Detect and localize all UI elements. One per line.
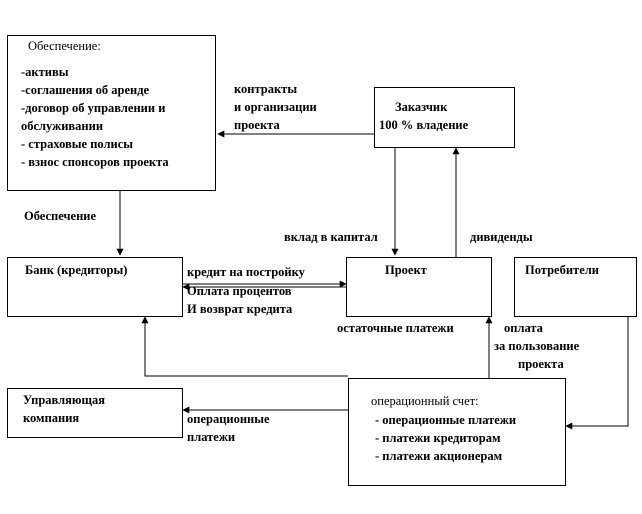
customer-box	[374, 87, 515, 148]
operating-title: операционный счет:	[371, 394, 479, 408]
label-contracts-line: проекта	[234, 118, 280, 132]
security-item: -активы	[21, 65, 69, 79]
management-box	[7, 388, 183, 438]
bank-title: Банк (кредиторы)	[25, 263, 128, 277]
consumers-box	[514, 257, 637, 317]
management-line: Управляющая	[23, 393, 106, 407]
label-security-flow: Обеспечение	[24, 209, 97, 223]
security-item: -соглашения об аренде	[21, 83, 150, 97]
operating-item: - операционные платежи	[375, 413, 517, 427]
operating-box	[348, 378, 566, 486]
label-contracts-line: и организации	[234, 100, 317, 114]
security-item: - взнос спонсоров проекта	[21, 155, 169, 169]
security-item: обслуживании	[21, 119, 104, 133]
project-box	[346, 257, 492, 317]
label-payment-line: проекта	[518, 357, 564, 371]
arrow-operating-to-bank	[145, 317, 348, 376]
label-interest-line: Оплата процентов	[187, 284, 292, 298]
label-residual: остаточные платежи	[337, 321, 454, 335]
security-title: Обеспечение:	[28, 39, 101, 53]
security-item: -договор об управлении и	[21, 101, 166, 115]
label-operating-payments-line: операционные	[187, 412, 270, 426]
label-credit: кредит на постройку	[187, 265, 305, 279]
label-operating-payments-line: платежи	[187, 430, 236, 444]
label-interest	[187, 282, 292, 318]
label-payment-line: за пользование	[494, 339, 580, 353]
security-box	[7, 35, 216, 191]
label-contracts	[234, 80, 317, 134]
operating-items	[375, 411, 516, 465]
label-operating-payments	[187, 410, 270, 446]
management-label	[23, 391, 105, 427]
label-payment-line: оплата	[504, 321, 543, 335]
management-line: компания	[23, 411, 80, 425]
security-item: - страховые полисы	[21, 137, 134, 151]
operating-item: - платежи кредиторам	[375, 431, 501, 445]
label-dividends: дивиденды	[470, 230, 533, 244]
customer-line: 100 % владение	[379, 118, 469, 132]
consumers-title: Потребители	[525, 263, 599, 277]
label-capital: вклад в капитал	[284, 230, 378, 244]
label-interest-line: И возврат кредита	[187, 302, 293, 316]
operating-item: - платежи акционерам	[375, 449, 503, 463]
label-payment	[494, 319, 579, 373]
label-contracts-line: контракты	[234, 82, 298, 96]
project-title: Проект	[385, 263, 427, 277]
customer-label	[379, 98, 468, 134]
security-items	[21, 63, 169, 171]
customer-line: Заказчик	[395, 100, 448, 114]
bank-box	[7, 257, 183, 317]
